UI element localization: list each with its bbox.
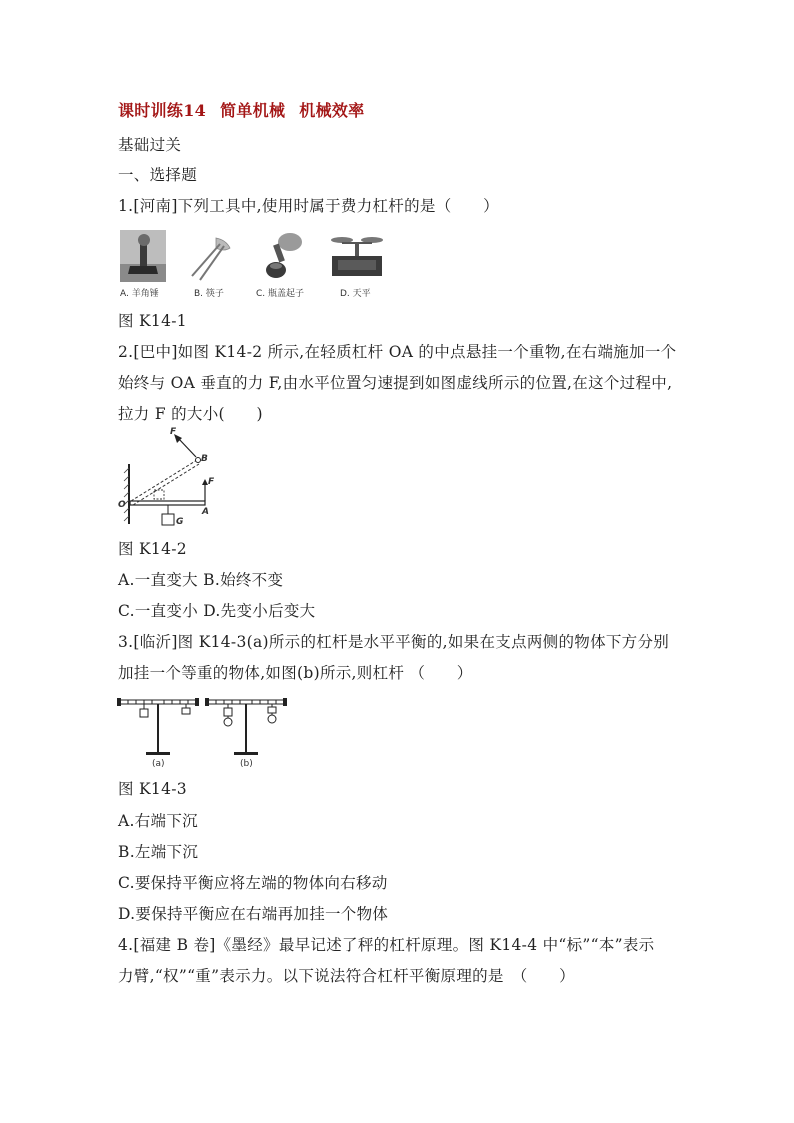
- question-2-options-cd: C.一直变小 D.先变小后变大: [118, 602, 316, 620]
- question-4-line-2: 力臂,“权”“重”表示力。以下说法符合杠杆平衡原理的是 （ ）: [118, 967, 575, 985]
- question-3-line-2: 加挂一个等重的物体,如图(b)所示,则杠杆 （ ）: [118, 664, 473, 682]
- figure-k14-3: [116, 692, 296, 770]
- figure-b-label: (b): [240, 759, 253, 769]
- force-label-right: F: [208, 477, 215, 487]
- option-a-image-label: A. 羊角锤: [120, 289, 159, 299]
- question-2-line-3: 拉力 F 的大小( ): [118, 405, 263, 423]
- force-label-top: F: [170, 427, 177, 437]
- question-2-line-2: 始终与 OA 垂直的力 F,由水平位置匀速提到如图虚线所示的位置,在这个过程中,: [118, 374, 673, 392]
- question-1-stem: 1.[河南]下列工具中,使用时属于费力杠杆的是（ ）: [118, 197, 499, 215]
- option-c-image-label: C. 瓶盖起子: [256, 289, 305, 299]
- question-2-line-1: 2.[巴中]如图 K14-2 所示,在轻质杠杆 OA 的中点悬挂一个重物,在右端施加一个: [118, 343, 677, 361]
- title-subtopic: 机械效率: [299, 101, 365, 120]
- option-b-image-label: B. 筷子: [194, 289, 224, 299]
- point-a-label: A: [202, 507, 209, 517]
- lever-a: [117, 698, 199, 769]
- bottle-opener-icon: [256, 230, 308, 282]
- weight-g-label: G: [176, 517, 184, 527]
- question-3-line-1: 3.[临沂]图 K14-3(a)所示的杠杆是水平平衡的,如果在支点两侧的物体下方分别: [118, 633, 670, 651]
- section-heading: 基础过关: [118, 136, 182, 154]
- question-3-option-a: A.右端下沉: [118, 812, 198, 830]
- page-title: [118, 101, 364, 121]
- figure-caption-k14-3: 图 K14-3: [118, 780, 187, 798]
- question-3-option-c: C.要保持平衡应将左端的物体向右移动: [118, 874, 388, 892]
- question-3-option-d: D.要保持平衡应在右端再加挂一个物体: [118, 905, 389, 923]
- balance-scale-icon: [328, 230, 386, 282]
- figure-a-label: (a): [152, 759, 165, 769]
- claw-hammer-icon: [120, 230, 166, 282]
- title-lesson: 课时训练14: [118, 101, 207, 120]
- question-3-option-b: B.左端下沉: [118, 843, 199, 861]
- question-4-line-1: 4.[福建 B 卷]《墨经》最早记述了秤的杠杆原理。图 K14-4 中“标”“本”表示: [118, 936, 655, 954]
- title-topic: 简单机械: [220, 101, 286, 120]
- chopsticks-icon: [186, 230, 238, 282]
- question-2-options-ab: A.一直变大 B.始终不变: [118, 571, 284, 589]
- option-d-image-label: D. 天平: [340, 289, 371, 299]
- figure-caption-k14-2: 图 K14-2: [118, 540, 187, 558]
- figure-k14-2: [116, 424, 226, 532]
- figure-k14-1: [118, 228, 388, 300]
- subsection-heading: 一、选择题: [118, 166, 198, 184]
- point-b-label: B: [201, 454, 208, 464]
- figure-caption-k14-1: 图 K14-1: [118, 312, 187, 330]
- lever-b: [205, 698, 287, 769]
- pivot-o-label: O: [118, 500, 126, 510]
